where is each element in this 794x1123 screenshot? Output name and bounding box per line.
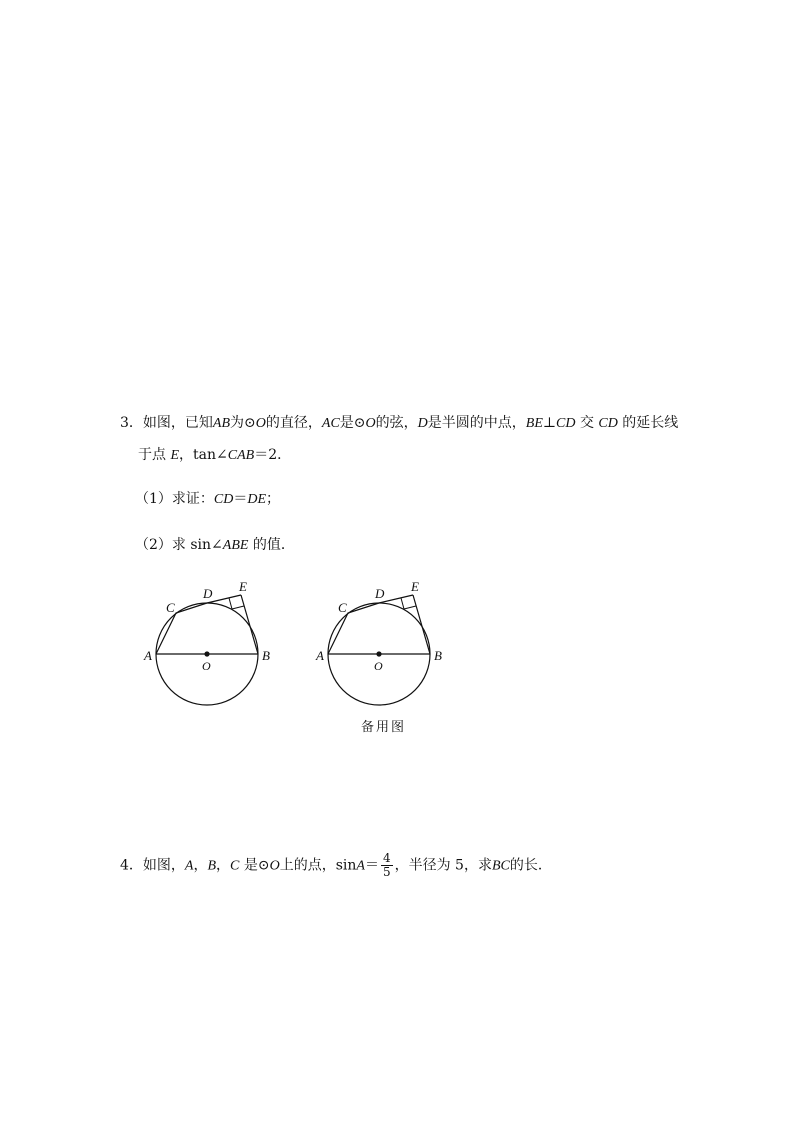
text: 于点 [138, 447, 171, 463]
text: 如图，已知 [142, 415, 213, 431]
text: 的直径， [265, 415, 322, 431]
text: 上的点，sin [279, 857, 357, 874]
segment-cd: CD [213, 492, 234, 507]
point-b: B [207, 858, 217, 874]
problem-3-line-2 [138, 445, 291, 466]
label-b: B [434, 648, 442, 663]
problem-3-line-1 [120, 413, 678, 434]
text: 是半圆的中点， [427, 415, 526, 431]
point-o: O [365, 416, 376, 431]
text: ； [266, 491, 281, 507]
label-c: C [166, 600, 175, 615]
text: ， [216, 857, 231, 874]
label-d: D [375, 586, 385, 601]
angle-cab: CAB [227, 448, 255, 463]
point-o: O [269, 858, 280, 874]
label-e: E [411, 579, 419, 594]
segment-ab: AB [212, 416, 231, 431]
text: 的弦， [375, 415, 418, 431]
part-label: （2）求 sin∠ [135, 537, 223, 553]
segment-bc: BC [491, 858, 510, 874]
numerator: 4 [382, 851, 391, 865]
center-dot [204, 651, 209, 656]
label-e: E [239, 579, 247, 594]
figure-spare [315, 579, 442, 705]
text: ，tan∠ [179, 447, 228, 463]
label-a: A [316, 648, 324, 663]
text: 的长． [509, 857, 552, 874]
figure-main [143, 579, 270, 705]
segment-be [413, 595, 430, 654]
text: ＝ [364, 857, 379, 874]
text: 的延长线 [617, 415, 679, 431]
text: 如图， [142, 857, 185, 874]
label-a: A [144, 648, 152, 663]
label-o: O [374, 659, 383, 673]
angle-abe: ABE [222, 538, 249, 553]
text: 是⊙ [339, 415, 366, 431]
label-b: B [262, 648, 270, 663]
text: ＝ [233, 491, 248, 507]
problem-3-part-1 [135, 489, 280, 510]
fraction-4-5 [381, 852, 393, 879]
figures-area [0, 560, 794, 740]
segment-be [241, 595, 258, 654]
perp-symbol: ⊥ [542, 415, 557, 431]
point-a: A [184, 858, 194, 874]
label-o: O [202, 659, 211, 673]
text: ， [193, 857, 208, 874]
segment-ac: AC [321, 416, 340, 431]
point-c: C [230, 858, 240, 874]
text: 为⊙ [230, 415, 256, 431]
point-e: E [170, 448, 180, 463]
text: 是⊙ [239, 857, 270, 874]
figure-caption: 备用图 [361, 720, 407, 735]
problem-4-number: 4． [120, 857, 143, 874]
angle-a: A [356, 858, 365, 874]
segment-cd: CD [598, 416, 618, 431]
text: ＝2． [254, 447, 292, 463]
problem-4-line [120, 852, 552, 879]
problem-3-part-2 [135, 535, 295, 556]
center-dot [376, 651, 381, 656]
point-o: O [255, 416, 266, 431]
segment-be: BE [525, 416, 543, 431]
denominator: 5 [382, 865, 391, 879]
part-label: （1）求证： [135, 491, 214, 507]
text: 的值． [248, 537, 295, 553]
point-d: D [417, 416, 428, 431]
segment-cd: CD [556, 416, 576, 431]
problem-3-number: 3． [120, 415, 143, 431]
label-c: C [338, 600, 347, 615]
segment-de: DE [247, 492, 267, 507]
text: 交 [575, 415, 599, 431]
label-d: D [203, 586, 213, 601]
text: ，半径为 5，求 [394, 857, 492, 874]
